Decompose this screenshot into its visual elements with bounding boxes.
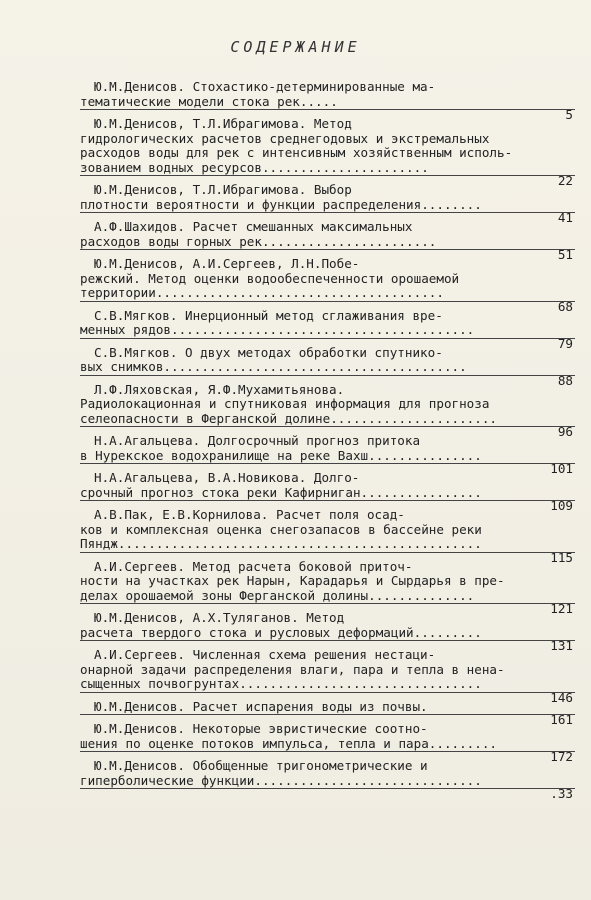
toc-entry-line: селеопасности в Ферганской долине...................... <box>80 411 498 426</box>
toc-page-number: 121 <box>550 601 573 616</box>
toc-entry-line: Ю.М.Денисов, Т.Л.Ибрагимова. Выбор <box>94 183 352 197</box>
toc-entry-line: вых снимков........................................ <box>80 360 467 374</box>
toc-entry-line: ности на участках рек Нарын, Карадарья и Сырдарья в пре- <box>80 574 505 588</box>
toc-entry <box>80 648 575 705</box>
toc-entry-line: расходов воды для рек с интенсивным хозяйственным исполь- <box>80 146 513 160</box>
toc-entry <box>80 183 575 225</box>
toc-entry <box>80 117 575 188</box>
toc-page-number: 101 <box>550 461 573 476</box>
toc-entry <box>80 80 575 122</box>
toc-page-number: 5 <box>565 107 573 122</box>
toc-entry-line: Л.Ф.Ляховская, Я.Ф.Мухамитьянова. <box>94 382 345 397</box>
toc-entry-line: Ю.М.Денисов, А.Х.Туляганов. Метод <box>94 611 345 625</box>
toc-entry <box>80 722 575 764</box>
toc-entry-line: сыщенных почвогрунтах................................ <box>80 677 482 691</box>
toc-entry-line: менных рядов........................................ <box>80 323 475 337</box>
toc-page-number: 146 <box>550 689 573 705</box>
toc-entry-line: тематические модели стока рек..... <box>80 94 338 109</box>
toc-entry-line: зованием водных ресурсов...................... <box>80 160 429 175</box>
toc-entry-line: срочный прогноз стока реки Кафирниган................ <box>80 485 482 500</box>
toc-entry <box>80 382 575 439</box>
toc-entry <box>80 508 575 565</box>
toc-entry-line: режский. Метод оценки водообеспеченности орошаемой <box>80 271 460 286</box>
toc-entry-line: расчета твердого стока и русловых деформаций......... <box>80 625 482 640</box>
toc-entry-line: А.В.Пак, Е.В.Корнилова. Расчет поля осад- <box>94 508 405 522</box>
toc-entry <box>80 559 575 616</box>
toc-page-number: 51 <box>557 247 573 262</box>
toc-page-number: 22 <box>557 173 573 188</box>
toc-entry <box>80 759 575 801</box>
toc-entry-line: делах орошаемой зоны Ферганской долины.............. <box>80 588 475 603</box>
page-title: СОДЕРЖАНИЕ <box>230 38 361 56</box>
toc-entry-line: А.И.Сергеев. Численная схема решения нестаци- <box>94 648 436 662</box>
toc-entry-line: гиперболические функции.............................. <box>80 773 482 788</box>
toc-entry <box>80 699 575 727</box>
toc-page-number: 172 <box>550 749 573 764</box>
toc-entry-line: Н.А.Агальцева. Долгосрочный прогноз притока <box>94 434 421 448</box>
toc-entry <box>80 257 575 314</box>
toc-entry-line: Пяндж................................................ <box>80 537 482 551</box>
toc-page-number: 115 <box>550 549 573 565</box>
toc-entry-line: Ю.М.Денисов. Стохастико-детерминированные ма- <box>94 80 436 94</box>
toc-page-number: 131 <box>550 638 573 653</box>
toc-page-number: 96 <box>557 424 573 439</box>
toc-entry-line: онарной задачи распределения влаги, пара и тепла в нена- <box>80 662 505 677</box>
toc-entry-line: ков и комплексная оценка снегозапасов в бассейне реки <box>80 522 482 537</box>
toc-entry <box>80 308 575 351</box>
toc-entry-line: плотности вероятности и функции распределения........ <box>80 197 482 212</box>
toc-entry-line: Ю.М.Денисов. Обобщенные тригонометрические и <box>94 759 428 773</box>
toc-entry-line: в Нурекское водохранилище на реке Вахш............... <box>80 448 482 463</box>
toc-entry-line: Ю.М.Денисов. Некоторые эвристические соотно- <box>94 722 428 736</box>
toc-page-number: 41 <box>557 210 573 225</box>
toc-page-number: 109 <box>550 498 573 513</box>
toc-list <box>80 80 575 801</box>
toc-entry-line: Ю.М.Денисов, Т.Л.Ибрагимова. Метод <box>94 117 352 131</box>
toc-entry-line: гидрологических расчетов среднегодовых и экстремальных <box>80 131 490 146</box>
toc-entry-line: Радиолокационная и спутниковая информация для прогноза <box>80 397 490 411</box>
toc-entry <box>80 220 575 262</box>
toc-page-number: .33 <box>550 786 573 801</box>
toc-page-number: 161 <box>550 712 573 727</box>
toc-page-number: 88 <box>557 372 573 388</box>
toc-entry-line: шения по оценке потоков импульса, тепла и пара......... <box>80 736 498 751</box>
toc-entry-line: расходов воды горных рек....................... <box>80 234 437 249</box>
toc-entry-line: А.Ф.Шахидов. Расчет смешанных максимальных <box>94 220 413 234</box>
toc-entry-line: Н.А.Агальцева, В.А.Новикова. Долго- <box>94 471 360 485</box>
toc-entry-line: территории...................................... <box>80 286 444 300</box>
toc-entry <box>80 434 575 476</box>
toc-entry-line: Ю.М.Денисов, А.И.Сергеев, Л.Н.Побе- <box>94 257 360 271</box>
toc-page-number: 79 <box>557 335 573 351</box>
toc-entry <box>80 345 575 388</box>
toc-page-number: 68 <box>557 298 573 314</box>
toc-entry <box>80 611 575 653</box>
toc-entry-line: А.И.Сергеев. Метод расчета боковой приточ- <box>94 559 413 574</box>
toc-entry-line: С.В.Мягков. О двух методах обработки спутнико- <box>94 345 443 360</box>
toc-entry-line: Ю.М.Денисов. Расчет испарения воды из почвы. <box>94 699 428 714</box>
toc-entry-line: С.В.Мягков. Инерционный метод сглаживания вре- <box>94 308 443 323</box>
toc-entry <box>80 471 575 513</box>
